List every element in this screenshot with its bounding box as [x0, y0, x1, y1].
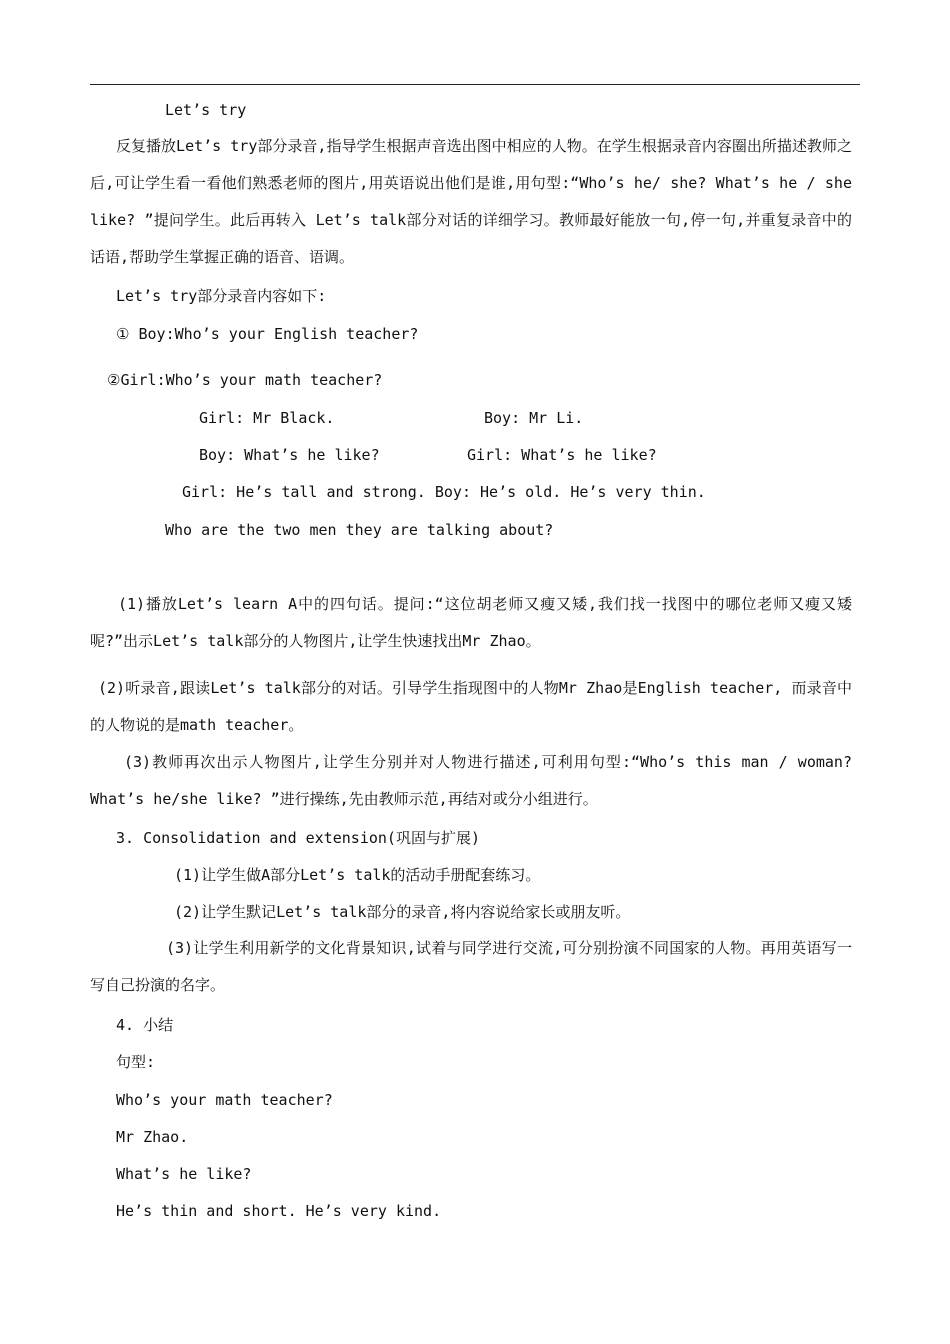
- consolidation-1: (1)让学生做A部分Let’s talk的活动手册配套练习。: [174, 866, 541, 884]
- recording-intro: Let’s try部分录音内容如下:: [116, 287, 327, 305]
- consolidation-2: (2)让学生默记Let’s talk部分的录音,将内容说给家长或朋友听。: [174, 903, 631, 921]
- intro-paragraph: 反复播放Let’s try部分录音,指导学生根据声音选出图中相应的人物。在学生根据录音内容圈出所描述教师之后,可让学生看一看他们熟悉老师的图片,用英语说出他们是谁,用句型:“Who’s he/ she? What’s he / she like? ”提问学生。此后再转入 Let’s talk部分对话的详细学习。教师最好能放一句,停一句,并重复录音中的话语,帮助学生掌握正确的语音、语调。: [90, 137, 852, 266]
- dialog-answer-boy: Boy: Mr Li.: [484, 409, 584, 427]
- step-2-paragraph: (2)听录音,跟读Let’s talk部分的对话。引导学生指现图中的人物Mr Zhao是English teacher, 而录音中的人物说的是math teacher。: [90, 679, 852, 734]
- dialog-question-2: ②Girl:Who’s your math teacher?: [107, 371, 383, 389]
- sentence-3: What’s he like?: [116, 1165, 252, 1183]
- sentence-4: He’s thin and short. He’s very kind.: [116, 1202, 442, 1220]
- dialog-question-1: ① Boy:Who’s your English teacher?: [116, 325, 419, 343]
- step-1-paragraph: (1)播放Let’s learn A中的四句话。提问:“这位胡老师又瘦又矮,我们找一找图中的哪位老师又瘦又矮呢?”出示Let’s talk部分的人物图片,让学生快速找出Mr Zhao。: [90, 595, 852, 650]
- dialog-followup-girl: Girl: What’s he like?: [467, 446, 657, 464]
- lets-try-heading: Let’s try: [165, 101, 247, 119]
- dialog-descriptions: Girl: He’s tall and strong. Boy: He’s old. He’s very thin.: [182, 483, 706, 501]
- consolidation-3: (3)让学生利用新学的文化背景知识,试着与同学进行交流,可分别扮演不同国家的人物。再用英语写一写自己扮演的名字。: [90, 939, 852, 994]
- header-rule: [90, 84, 860, 85]
- sentence-pattern-label: 句型:: [116, 1053, 156, 1071]
- section-3-heading: 3. Consolidation and extension(巩固与扩展): [116, 829, 480, 847]
- sentence-2: Mr Zhao.: [116, 1128, 189, 1146]
- step-3-paragraph: (3)教师再次出示人物图片,让学生分别并对人物进行描述,可利用句型:“Who’s this man / woman? What’s he/she like? ”进行操练,先由教师示范,再结对或分小组进行。: [90, 753, 852, 808]
- dialog-followup-boy: Boy: What’s he like?: [199, 446, 380, 464]
- dialog-question-final: Who are the two men they are talking about?: [165, 521, 554, 539]
- section-4-heading: 4. 小结: [116, 1016, 174, 1034]
- dialog-answer-girl: Girl: Mr Black.: [199, 409, 335, 427]
- sentence-1: Who’s your math teacher?: [116, 1091, 333, 1109]
